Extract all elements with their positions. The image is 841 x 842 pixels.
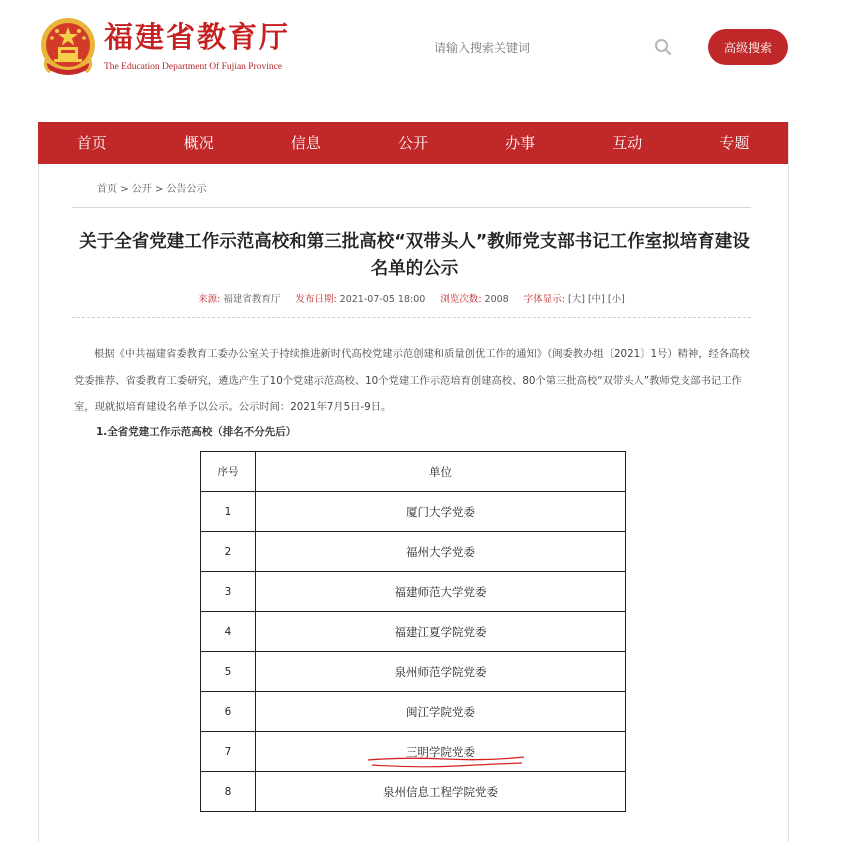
row-number: 7 [201, 732, 256, 772]
national-emblem-icon[interactable] [38, 16, 98, 78]
font-size-label: 字体显示: [523, 294, 565, 305]
row-number: 4 [201, 612, 256, 652]
table-row [201, 652, 626, 692]
nav-item-interaction[interactable]: 互动 [612, 134, 643, 152]
schools-table [200, 451, 626, 812]
main-nav [38, 122, 788, 164]
breadcrumb-notices[interactable]: 公告公示 [166, 184, 207, 195]
date-label: 发布日期: [295, 294, 337, 305]
date-value: 2021-07-05 18:00 [339, 294, 426, 305]
row-number: 3 [201, 572, 256, 612]
font-small-button[interactable]: [小] [607, 294, 625, 305]
views-label: 浏览次数: [440, 294, 482, 305]
column-header: 序号 [201, 452, 256, 492]
table-row [201, 572, 626, 612]
nav-item-topics[interactable]: 专题 [719, 134, 750, 152]
article-title: 关于全省党建工作示范高校和第三批高校“双带头人”教师党支部书记工作室拟培育建设名单的公示 [79, 232, 750, 279]
nav-item-disclosure[interactable]: 公开 [397, 134, 428, 152]
table-header-row [201, 452, 626, 492]
source-value: 福建省教育厅 [223, 294, 281, 305]
row-unit: 闽江学院党委 [256, 692, 626, 732]
row-number: 5 [201, 652, 256, 692]
table-row [201, 612, 626, 652]
table-row [201, 692, 626, 732]
row-unit: 福州大学党委 [256, 532, 626, 572]
row-number: 8 [201, 772, 256, 812]
breadcrumb-disclosure[interactable]: 公开 [131, 184, 152, 195]
font-medium-button[interactable]: [中] [587, 294, 605, 305]
row-unit: 泉州师范学院党委 [256, 652, 626, 692]
site-logo-subtitle: The Education Department Of Fujian Province [104, 62, 283, 72]
site-logo-title[interactable]: 福建省教育厅 [104, 20, 291, 54]
site-header [0, 0, 841, 122]
nav-item-home[interactable]: 首页 [76, 134, 107, 152]
views-value: 2008 [484, 294, 509, 305]
table-row [201, 492, 626, 532]
advanced-search-button[interactable]: 高级搜索 [708, 29, 788, 65]
row-unit: 三明学院党委 [256, 732, 626, 772]
source-label: 来源: [198, 294, 221, 305]
row-unit: 泉州信息工程学院党委 [256, 772, 626, 812]
search-icon[interactable] [654, 38, 672, 56]
nav-item-overview[interactable]: 概况 [183, 134, 214, 152]
breadcrumb [97, 180, 207, 195]
table-row [201, 532, 626, 572]
column-header: 单位 [256, 452, 626, 492]
nav-item-services[interactable]: 办事 [505, 134, 536, 152]
row-unit: 福建师范大学党委 [256, 572, 626, 612]
search-input[interactable] [432, 34, 686, 62]
section-heading: 1.全省党建工作示范高校（排名不分先后） [96, 426, 297, 438]
breadcrumb-separator: > [120, 184, 129, 195]
font-large-button[interactable]: [大] [568, 294, 585, 305]
divider [72, 207, 751, 208]
row-number: 6 [201, 692, 256, 732]
row-number: 2 [201, 532, 256, 572]
article-meta [72, 291, 751, 305]
row-unit: 厦门大学党委 [256, 492, 626, 532]
divider [72, 317, 751, 318]
table-row [201, 732, 626, 772]
row-number: 1 [201, 492, 256, 532]
table-row [201, 772, 626, 812]
breadcrumb-separator: > [154, 184, 164, 195]
row-unit: 福建江夏学院党委 [256, 612, 626, 652]
nav-item-news[interactable]: 信息 [290, 134, 321, 152]
breadcrumb-home[interactable]: 首页 [97, 184, 117, 195]
article-paragraph: 根据《中共福建省委教育工委办公室关于持续推进新时代高校党建示范创建和质量创优工作的通知》（闽委教办组〔2021〕1号）精神，经各高校党委推荐、省委教育工委研究，遴选产生了10个党建示范高校、10个党建工作示范培育创建高校、80个第三批高校“双带头人”教师党支部书记工作室，现就拟培育建设名单予以公示。公示时间：2021年7月5日-9日。 [74, 348, 750, 413]
